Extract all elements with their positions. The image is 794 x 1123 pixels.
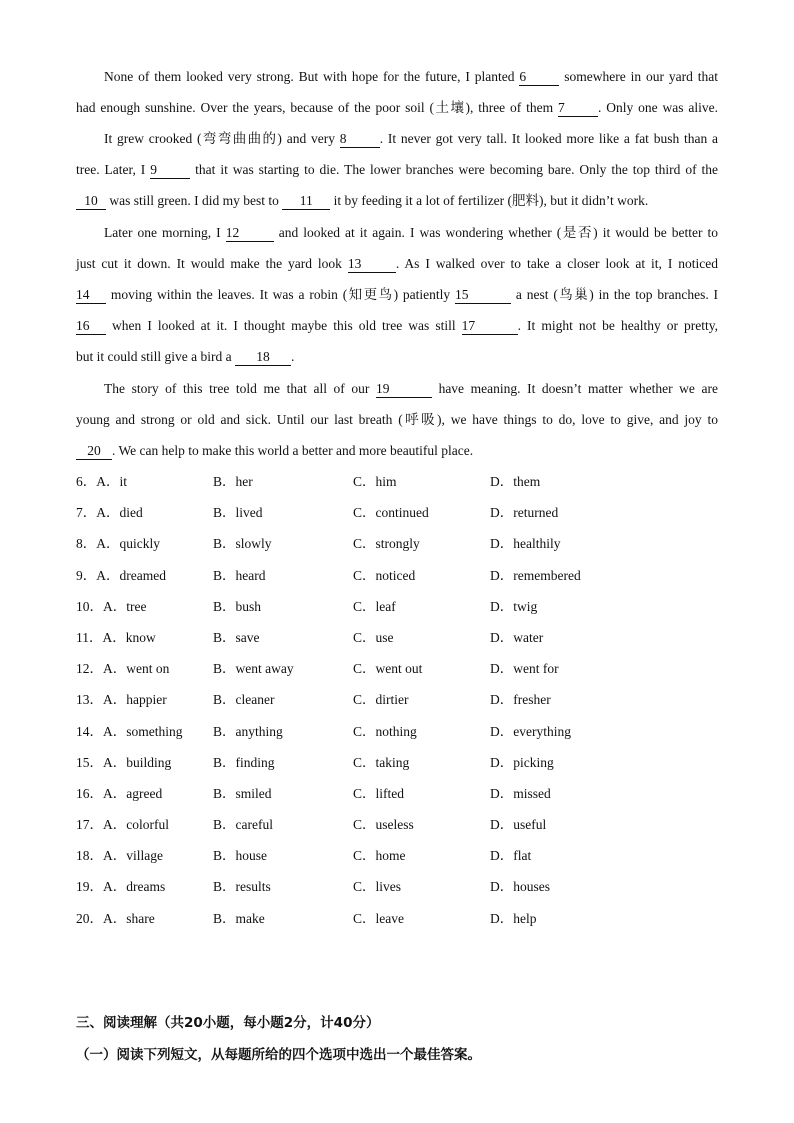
blank-14: 14 — [76, 288, 106, 304]
option-b: B．finding — [213, 754, 275, 770]
option-c: C．went out — [353, 661, 423, 677]
paragraph-4 — [76, 373, 718, 466]
question-row — [76, 840, 736, 871]
passage-line: had enough sunshine. Over the years, because of the poor soil (土壤), three of them 7 . Only one was alive. — [76, 100, 718, 115]
option-d: D．went for — [490, 661, 559, 677]
option-d: D．water — [490, 629, 544, 645]
option-a: 7．A．died — [76, 505, 143, 521]
option-d: D．houses — [490, 879, 550, 895]
option-c: C．noticed — [353, 567, 416, 583]
section-title: 三、阅读理解（共20小题，每小题2分，计40分） — [76, 1015, 380, 1031]
blank-11: 11 — [282, 194, 330, 210]
passage-line: None of them looked very strong. But with hope for the future, I planted 6 somewhere in our yard that — [104, 69, 718, 84]
paragraph-2 — [76, 123, 718, 216]
option-d: D．useful — [490, 817, 547, 833]
blank-10: 10 — [76, 194, 106, 210]
question-row — [76, 871, 736, 902]
question-row — [76, 684, 736, 715]
option-a: 6．A．it — [76, 474, 128, 489]
passage-line: 10 was still green. I did my best to 11 it by feeding it a lot of fertilizer (肥料), but it didn’t work. — [76, 185, 718, 216]
question-row — [76, 466, 736, 497]
question-row — [76, 591, 736, 622]
passage-line: The story of this tree told me that all of our 19 have meaning. It doesn’t matter whether we are — [104, 381, 718, 396]
option-b: B．went away — [213, 661, 294, 677]
option-d: D．twig — [490, 598, 538, 614]
option-c: C．leaf — [353, 598, 396, 614]
question-row — [76, 778, 736, 809]
passage-line: 20 . We can help to make this world a better and more beautiful place. — [76, 435, 718, 466]
option-a: 17．A．colorful — [76, 817, 169, 833]
option-d: D．missed — [490, 785, 551, 801]
passage-line: but it could still give a bird a 18 . — [76, 349, 295, 364]
option-a: 20．A．share — [76, 910, 155, 926]
option-b: B．careful — [213, 817, 273, 833]
option-b: B．house — [213, 848, 267, 864]
option-d: D．everything — [490, 723, 571, 739]
option-d: D．fresher — [490, 692, 551, 708]
passage-line: young and strong or old and sick. Until our last breath (呼吸), we have things to do, love to give, and joy to — [76, 412, 718, 427]
blank-9: 9 — [150, 163, 190, 179]
option-c: C．home — [353, 848, 406, 864]
question-row — [76, 497, 736, 528]
option-a: 13．A．happier — [76, 692, 167, 708]
option-d: D．them — [490, 474, 541, 489]
option-c: C．lives — [353, 879, 402, 895]
blank-18: 18 — [235, 350, 291, 366]
option-a: 12．A．went on — [76, 661, 170, 677]
blank-6: 6 — [519, 70, 559, 86]
blank-20: 20 — [76, 444, 112, 460]
blank-16: 16 — [76, 319, 106, 335]
option-a: 9．A．dreamed — [76, 567, 166, 583]
blank-12: 12 — [226, 226, 274, 242]
option-b: B．anything — [213, 723, 283, 739]
blank-7: 7 — [558, 101, 598, 117]
option-d: D．returned — [490, 505, 559, 521]
option-b: B．her — [213, 474, 253, 489]
passage-line: tree. Later, I 9 that it was starting to die. The lower branches were becoming bare. Only the top third of the — [76, 162, 719, 177]
blank-19: 19 — [376, 382, 432, 398]
option-c: C．leave — [353, 910, 404, 926]
option-c: C．strongly — [353, 536, 420, 552]
option-b: B．cleaner — [213, 692, 275, 708]
option-a: 16．A．agreed — [76, 785, 163, 801]
option-d: D．flat — [490, 848, 532, 864]
option-c: C．dirtier — [353, 692, 409, 708]
question-row — [76, 560, 736, 591]
blank-8: 8 — [340, 132, 380, 148]
option-b: B．smiled — [213, 785, 272, 801]
paragraph-1 — [76, 61, 718, 123]
option-c: C．use — [353, 629, 394, 645]
section-instruction: （一）阅读下列短文，从每题所给的四个选项中选出一个最佳答案。 — [76, 1047, 481, 1063]
option-b: B．lived — [213, 505, 263, 521]
passage-line: 14 moving within the leaves. It was a robin (知更鸟) patiently 15 a nest (鸟巢) in the top branches. I — [76, 287, 719, 302]
blank-15: 15 — [455, 288, 511, 304]
question-row — [76, 528, 736, 559]
option-b: B．results — [213, 879, 271, 895]
option-b: B．slowly — [213, 536, 272, 552]
option-c: C．continued — [353, 505, 429, 521]
passage-line: 16 when I looked at it. I thought maybe this old tree was still 17 . It might not be healthy or pretty, — [76, 318, 719, 333]
option-d: D．remembered — [490, 567, 581, 583]
option-b: B．heard — [213, 567, 266, 583]
option-a: 15．A．building — [76, 754, 172, 770]
passage-line: just cut it down. It would make the yard look 13 . As I walked over to take a closer look at it, I noticed — [76, 256, 719, 271]
option-a: 8．A．quickly — [76, 536, 160, 552]
option-d: D．help — [490, 910, 537, 926]
option-c: C．taking — [353, 754, 410, 770]
question-options — [76, 466, 736, 934]
paragraph-3 — [76, 217, 718, 372]
option-c: C．him — [353, 474, 397, 489]
option-d: D．picking — [490, 754, 554, 770]
option-a: 11．A．know — [76, 629, 156, 645]
option-d: D．healthily — [490, 536, 561, 552]
option-a: 18．A．village — [76, 848, 163, 864]
option-a: 14．A．something — [76, 723, 183, 739]
question-row — [76, 622, 736, 653]
option-b: B．save — [213, 629, 260, 645]
blank-17: 17 — [462, 319, 518, 335]
question-row — [76, 809, 736, 840]
option-a: 10．A．tree — [76, 598, 147, 614]
option-c: C．nothing — [353, 723, 417, 739]
option-c: C．useless — [353, 817, 414, 833]
blank-13: 13 — [348, 257, 396, 273]
option-a: 19．A．dreams — [76, 879, 166, 895]
passage-line: It grew crooked (弯弯曲曲的) and very 8 . It never got very tall. It looked more like a fat bush than a — [104, 131, 719, 146]
question-row — [76, 716, 736, 747]
question-row — [76, 747, 736, 778]
question-row — [76, 903, 736, 934]
option-c: C．lifted — [353, 785, 404, 801]
option-b: B．make — [213, 910, 265, 926]
question-row — [76, 653, 736, 684]
option-b: B．bush — [213, 598, 262, 614]
passage-line: Later one morning, I 12 and looked at it again. I was wondering whether (是否) it would be better to — [104, 225, 719, 240]
